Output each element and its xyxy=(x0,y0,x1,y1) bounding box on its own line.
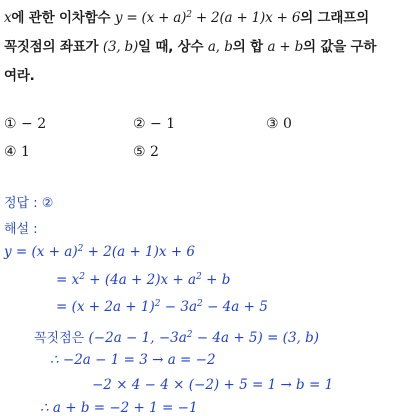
question-line-1: x에 관한 이차함수 $y = (x + a)^2 + 2(a + 1)x + 6$의 그래프의 xyxy=(4,10,369,26)
solution-line-4: 꼭짓점은 (−2a − 1, $-3a^2 - 4a + 5) = (3$, b) xyxy=(34,330,320,346)
function-equation: $y = (x + a)^2 + 2(a + 1)x + 6$ xyxy=(114,10,301,26)
solution-line-6: −2 × 4 − 4 × (−2) + 5 = 1 → b = 1 xyxy=(92,377,334,393)
solution-line-3: = $(x + 2a + 1)^2 - 3a^2 - 4a + 5$ xyxy=(56,299,268,315)
question-line-2: 꼭짓점의 좌표가 (3, b)일 때, 상수 a, b의 합 a + b의 값을 구하 xyxy=(4,39,377,55)
solution-line-5: ∴ −2a − 1 = 3 → a = −2 xyxy=(50,352,216,368)
question-text xyxy=(4,4,396,91)
choice-5[interactable]: ⑤ 2 xyxy=(133,144,159,160)
answer-label: 정답 : ② xyxy=(4,196,54,211)
choice-1[interactable]: ① − 2 xyxy=(4,116,47,132)
choice-3[interactable]: ③ 0 xyxy=(266,116,292,132)
question-line-3: 여라. xyxy=(4,68,35,84)
solution-line-7: ∴ a + b = −2 + 1 = −1 xyxy=(40,400,198,416)
solution-line-1: $y = (x + a)^2 + 2(a + 1)x + 6$ xyxy=(4,244,196,260)
answer-choices xyxy=(0,112,400,168)
solution-title: 해설 : xyxy=(4,222,38,237)
solution-line-2: = $x^2 + (4a + 2)x + a^2 + b$ xyxy=(56,272,231,288)
choice-4[interactable]: ④ 1 xyxy=(4,144,30,160)
choice-2[interactable]: ② − 1 xyxy=(133,116,176,132)
